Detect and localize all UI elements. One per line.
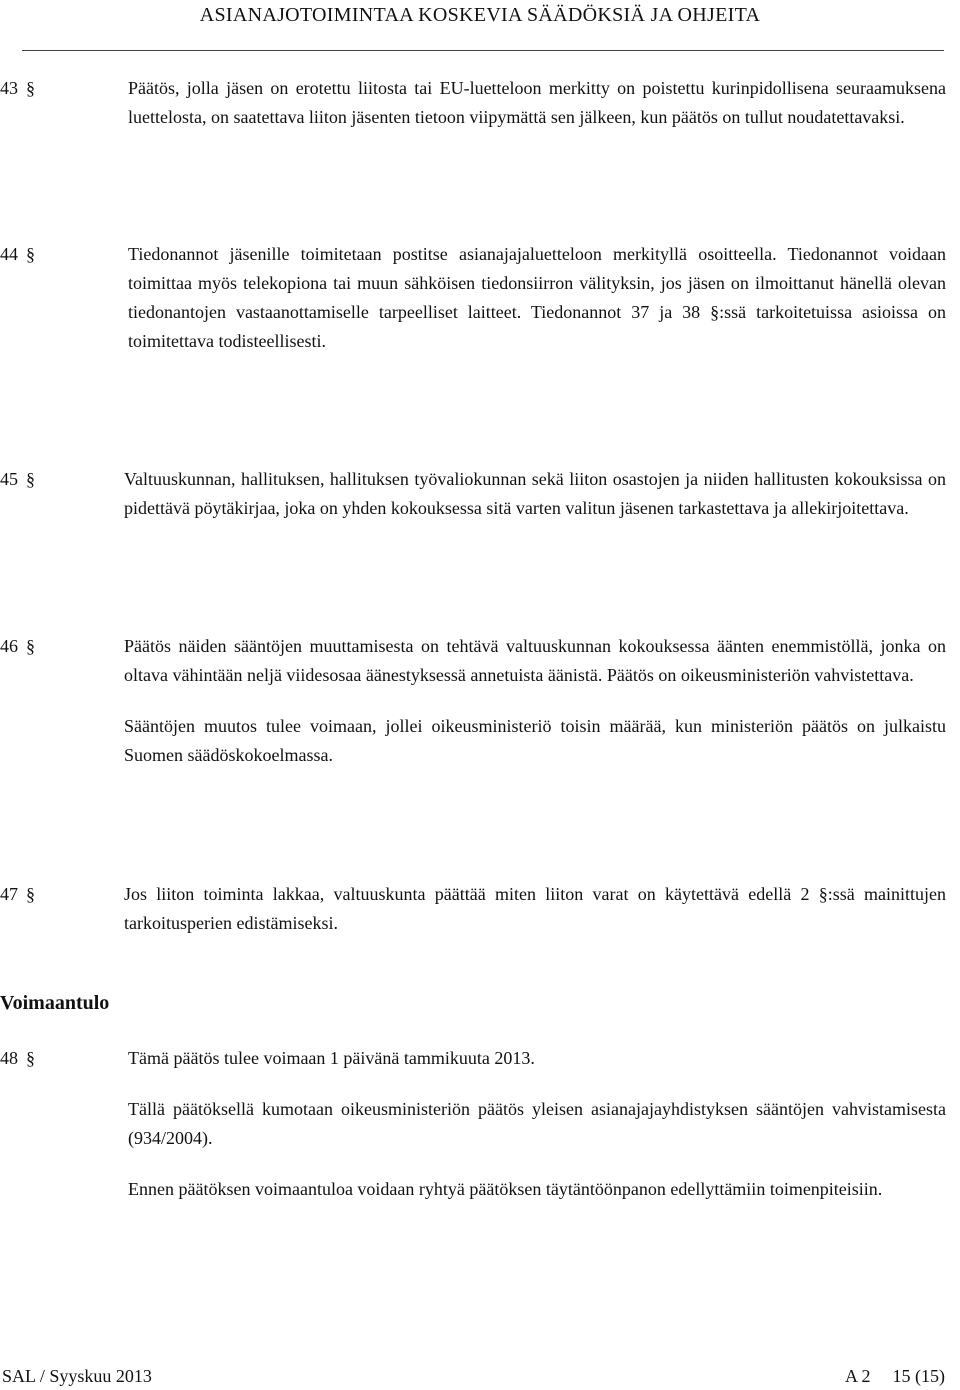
section-sign: § [26, 469, 35, 489]
section-number: 48 [0, 1048, 18, 1068]
section-sign: § [26, 884, 35, 904]
footer-publication: SAL / Syyskuu 2013 [2, 1366, 152, 1386]
section-sign: § [26, 78, 35, 98]
section-48-paragraph-2: Tällä päätöksellä kumotaan oikeusministeriön päätös yleisen asianajajayhdistyksen sääntöjen vahvistamisesta (934/2004). [128, 1099, 946, 1148]
header-rule [22, 50, 944, 51]
section-46-paragraph-2: Sääntöjen muutos tulee voimaan, jollei oikeusministeriö toisin määrää, kun ministeriön päätös on julkaistu Suomen säädöskokoelmassa. [124, 716, 946, 765]
section-number: 47 [0, 884, 18, 904]
section-48-paragraph-3: Ennen päätöksen voimaantuloa voidaan ryhtyä päätöksen täytäntöönpanon edellyttämiin toimenpiteisiin. [128, 1179, 883, 1199]
page-number: 15 (15) [892, 1366, 945, 1386]
footer-code: A 2 [844, 1366, 871, 1386]
heading-voimaantulo: Voimaantulo [0, 992, 110, 1014]
section-sign: § [26, 1048, 35, 1068]
section-46-paragraph-1: Päätös näiden sääntöjen muuttamisesta on tehtävä valtuuskunnan kokouksessa äänten enemmistöllä, jonka on oltava vähintään neljä viidesosaa äänestyksessä annetuista äänistä. Päätös on oikeusministeriön vahvistettava. [124, 636, 946, 685]
running-header: ASIANAJOTOIMINTAA KOSKEVIA SÄÄDÖKSIÄ JA OHJEITA [199, 4, 761, 26]
section-45-paragraph-1: Valtuuskunnan, hallituksen, hallituksen työvaliokunnan sekä liiton osastojen ja niiden hallitusten kokouksissa on pidettävä pöytäkirjaa, joka on yhden kokouksessa sitä varten valitun jäsenen tarkastettava ja allekirjoitettava. [124, 469, 946, 518]
section-48-paragraph-1: Tämä päätös tulee voimaan 1 päivänä tammikuuta 2013. [128, 1048, 535, 1068]
section-47-paragraph-1: Jos liiton toiminta lakkaa, valtuuskunta päättää miten liiton varat on käytettävä edellä 2 §:ssä mainittujen tarkoitusperien edistämiseksi. [124, 884, 946, 933]
section-number: 46 [0, 636, 18, 656]
section-43-paragraph-1: Päätös, jolla jäsen on erotettu liitosta tai EU-luetteloon merkitty on poistettu kurinpidollisena seuraamuksena luettelosta, on saatettava liiton jäsenten tietoon viipymättä sen jälkeen, kun päätös on tullut noudatettavaksi. [128, 78, 946, 127]
section-44-paragraph-1: Tiedonannot jäsenille toimitetaan postitse asianajajaluetteloon merkityllä osoitteella. Tiedonannot voidaan toimittaa myös telekopiona tai muun sähköisen tiedonsiirron välityksin, jos jäsen on ilmoittanut hänellä olevan tiedonantojen vastaanottamiselle tarpeelliset laitteet. Tiedonannot 37 ja 38 §:ssä tarkoitetuissa asioissa on toimitettava todisteellisesti. [128, 244, 946, 351]
section-number: 44 [0, 244, 18, 264]
section-sign: § [26, 244, 35, 264]
section-sign: § [26, 636, 35, 656]
section-number: 43 [0, 78, 18, 98]
section-number: 45 [0, 469, 18, 489]
